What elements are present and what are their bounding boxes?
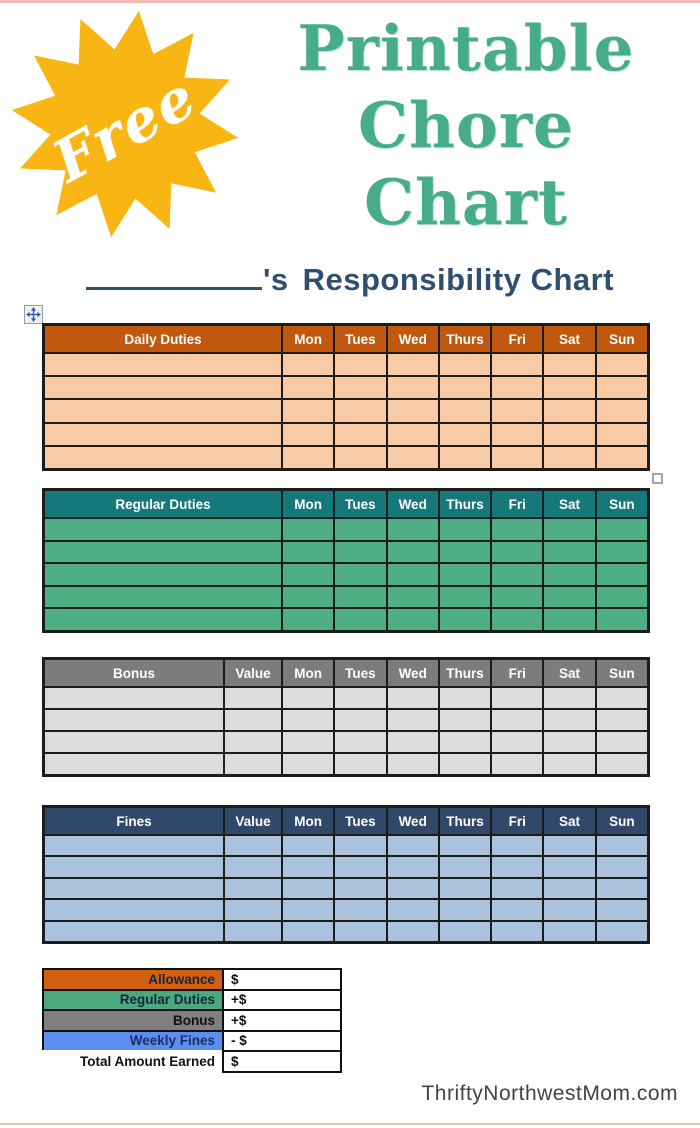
table-cell xyxy=(544,542,594,563)
table-cell xyxy=(597,564,647,585)
table-cell xyxy=(45,732,223,752)
table-cell xyxy=(597,754,647,774)
table-cell xyxy=(45,688,223,708)
table-cell xyxy=(544,836,594,855)
table-cell xyxy=(440,710,490,730)
table-cell xyxy=(225,922,281,941)
table-move-handle[interactable] xyxy=(24,305,43,324)
day-column-header: Thurs xyxy=(440,660,490,686)
day-column-header: Tues xyxy=(335,808,385,834)
day-column-header: Sun xyxy=(597,660,647,686)
table-resize-handle[interactable] xyxy=(652,473,663,484)
table-cell xyxy=(597,587,647,608)
table-cell xyxy=(597,609,647,630)
table-cell xyxy=(45,754,223,774)
table-cell xyxy=(335,609,385,630)
table-cell xyxy=(283,424,333,445)
watermark: ThriftyNorthwestMom.com xyxy=(421,1082,678,1105)
table-cell xyxy=(492,710,542,730)
table-cell xyxy=(544,564,594,585)
table-cell xyxy=(225,732,281,752)
table-cell xyxy=(388,732,438,752)
table-cell xyxy=(492,542,542,563)
summary-label: Regular Duties xyxy=(42,989,224,1012)
table-cell xyxy=(440,857,490,876)
heading-suffix: 's xyxy=(262,262,289,297)
table-cell xyxy=(45,879,223,898)
day-column-header: Wed xyxy=(388,326,438,352)
fines-table xyxy=(42,805,650,944)
table-cell xyxy=(440,754,490,774)
table-title-header: Fines xyxy=(45,808,223,834)
table-cell xyxy=(45,710,223,730)
day-column-header: Fri xyxy=(492,326,542,352)
page-title xyxy=(248,10,684,241)
table-cell xyxy=(335,377,385,398)
table-cell xyxy=(492,922,542,941)
table-cell xyxy=(597,732,647,752)
table-title-header: Bonus xyxy=(45,660,223,686)
day-column-header: Sat xyxy=(544,491,594,517)
table-cell xyxy=(440,447,490,468)
table-cell xyxy=(45,400,281,421)
table-cell xyxy=(335,732,385,752)
move-icon xyxy=(26,307,41,322)
table-cell xyxy=(492,857,542,876)
title-line-2: Chore xyxy=(357,88,575,162)
table-cell xyxy=(335,710,385,730)
summary-value: - $ xyxy=(222,1030,342,1053)
day-column-header: Sat xyxy=(544,808,594,834)
table-cell xyxy=(283,447,333,468)
day-column-header: Fri xyxy=(492,491,542,517)
title-line-3: Chart xyxy=(363,165,569,239)
table-cell xyxy=(283,519,333,540)
table-cell xyxy=(388,587,438,608)
table-cell xyxy=(492,879,542,898)
table-cell xyxy=(544,519,594,540)
table-cell xyxy=(335,836,385,855)
title-line-1: Printable xyxy=(297,11,635,85)
table-cell xyxy=(45,519,281,540)
summary-value: $ xyxy=(222,968,342,991)
table-cell xyxy=(283,400,333,421)
bonus-table xyxy=(42,657,650,777)
table-cell xyxy=(492,564,542,585)
allowance-summary-table xyxy=(42,968,344,1073)
table-cell xyxy=(45,354,281,375)
table-cell xyxy=(440,587,490,608)
table-cell xyxy=(492,587,542,608)
table-cell xyxy=(544,609,594,630)
day-column-header: Wed xyxy=(388,491,438,517)
bottom-border-line xyxy=(0,1123,700,1125)
table-cell xyxy=(440,900,490,919)
table-title-header: Regular Duties xyxy=(45,491,281,517)
table-cell xyxy=(492,836,542,855)
table-cell xyxy=(492,688,542,708)
table-cell xyxy=(283,900,333,919)
table-cell xyxy=(283,354,333,375)
table-cell xyxy=(388,857,438,876)
day-column-header: Sun xyxy=(597,326,647,352)
table-cell xyxy=(544,587,594,608)
table-cell xyxy=(45,836,223,855)
table-cell xyxy=(440,424,490,445)
table-cell xyxy=(440,688,490,708)
table-cell xyxy=(45,587,281,608)
table-cell xyxy=(492,424,542,445)
table-cell xyxy=(440,542,490,563)
responsibility-heading xyxy=(0,262,700,298)
table-cell xyxy=(492,400,542,421)
table-cell xyxy=(335,857,385,876)
day-column-header: Thurs xyxy=(440,491,490,517)
table-cell xyxy=(335,587,385,608)
table-cell xyxy=(440,836,490,855)
table-cell xyxy=(440,732,490,752)
table-cell xyxy=(597,922,647,941)
table-cell xyxy=(335,354,385,375)
table-cell xyxy=(597,879,647,898)
table-cell xyxy=(440,377,490,398)
table-cell xyxy=(544,688,594,708)
day-column-header: Mon xyxy=(283,491,333,517)
day-column-header: Sat xyxy=(544,660,594,686)
day-column-header: Sun xyxy=(597,808,647,834)
table-cell xyxy=(45,922,223,941)
day-column-header: Mon xyxy=(283,808,333,834)
table-cell xyxy=(283,542,333,563)
table-cell xyxy=(45,900,223,919)
table-cell xyxy=(388,424,438,445)
table-cell xyxy=(544,400,594,421)
table-cell xyxy=(388,542,438,563)
table-cell xyxy=(45,542,281,563)
table-cell xyxy=(335,424,385,445)
free-badge-label: Free xyxy=(41,62,209,196)
table-cell xyxy=(544,922,594,941)
day-column-header: Mon xyxy=(283,326,333,352)
value-column-header: Value xyxy=(225,808,281,834)
name-blank-line xyxy=(86,284,262,290)
table-cell xyxy=(335,900,385,919)
table-cell xyxy=(335,447,385,468)
top-border-line xyxy=(0,0,700,3)
table-cell xyxy=(388,400,438,421)
table-cell xyxy=(335,754,385,774)
table-cell xyxy=(335,519,385,540)
table-cell xyxy=(544,447,594,468)
free-badge xyxy=(8,6,242,242)
table-cell xyxy=(225,879,281,898)
table-cell xyxy=(388,879,438,898)
table-cell xyxy=(283,710,333,730)
summary-label: Total Amount Earned xyxy=(42,1050,224,1073)
table-cell xyxy=(388,564,438,585)
day-column-header: Thurs xyxy=(440,326,490,352)
table-cell xyxy=(45,857,223,876)
table-cell xyxy=(283,922,333,941)
table-cell xyxy=(544,377,594,398)
table-cell xyxy=(544,354,594,375)
table-cell xyxy=(283,688,333,708)
table-cell xyxy=(225,857,281,876)
table-cell xyxy=(388,836,438,855)
table-cell xyxy=(283,564,333,585)
table-cell xyxy=(45,564,281,585)
table-cell xyxy=(45,609,281,630)
value-column-header: Value xyxy=(225,660,281,686)
table-cell xyxy=(388,710,438,730)
table-cell xyxy=(492,732,542,752)
table-cell xyxy=(283,754,333,774)
table-cell xyxy=(597,354,647,375)
table-cell xyxy=(597,710,647,730)
day-column-header: Wed xyxy=(388,808,438,834)
table-cell xyxy=(597,836,647,855)
day-column-header: Thurs xyxy=(440,808,490,834)
table-cell xyxy=(544,754,594,774)
table-cell xyxy=(492,900,542,919)
summary-value: +$ xyxy=(222,1009,342,1032)
daily-duties-table xyxy=(42,323,650,471)
table-cell xyxy=(283,836,333,855)
summary-row xyxy=(42,1050,344,1073)
table-cell xyxy=(45,377,281,398)
table-cell xyxy=(283,609,333,630)
table-cell xyxy=(440,609,490,630)
summary-value: $ xyxy=(222,1050,342,1073)
table-cell xyxy=(388,354,438,375)
table-cell xyxy=(597,542,647,563)
table-cell xyxy=(492,609,542,630)
summary-row xyxy=(42,989,344,1012)
table-cell xyxy=(335,688,385,708)
table-cell xyxy=(492,519,542,540)
table-cell xyxy=(388,754,438,774)
table-cell xyxy=(335,922,385,941)
table-cell xyxy=(492,377,542,398)
table-cell xyxy=(544,424,594,445)
table-cell xyxy=(388,519,438,540)
table-cell xyxy=(597,447,647,468)
table-cell xyxy=(388,900,438,919)
table-cell xyxy=(597,900,647,919)
table-cell xyxy=(440,400,490,421)
table-cell xyxy=(544,732,594,752)
table-cell xyxy=(283,857,333,876)
day-column-header: Mon xyxy=(283,660,333,686)
heading-text: Responsibility Chart xyxy=(302,262,615,297)
summary-row xyxy=(42,968,344,991)
table-cell xyxy=(597,377,647,398)
day-column-header: Fri xyxy=(492,660,542,686)
day-column-header: Sun xyxy=(597,491,647,517)
table-title-header: Daily Duties xyxy=(45,326,281,352)
summary-row xyxy=(42,1009,344,1032)
table-cell xyxy=(492,754,542,774)
summary-label: Allowance xyxy=(42,968,224,991)
regular-duties-table xyxy=(42,488,650,633)
table-cell xyxy=(335,879,385,898)
day-column-header: Wed xyxy=(388,660,438,686)
table-cell xyxy=(597,857,647,876)
table-cell xyxy=(544,710,594,730)
table-cell xyxy=(440,922,490,941)
table-cell xyxy=(597,519,647,540)
table-cell xyxy=(225,900,281,919)
table-cell xyxy=(335,400,385,421)
table-cell xyxy=(544,879,594,898)
table-cell xyxy=(388,609,438,630)
table-cell xyxy=(597,424,647,445)
table-cell xyxy=(283,732,333,752)
table-cell xyxy=(440,354,490,375)
table-cell xyxy=(388,688,438,708)
table-cell xyxy=(225,836,281,855)
table-cell xyxy=(335,542,385,563)
table-cell xyxy=(388,377,438,398)
table-cell xyxy=(388,447,438,468)
table-cell xyxy=(283,879,333,898)
table-cell xyxy=(440,564,490,585)
table-cell xyxy=(45,424,281,445)
table-cell xyxy=(597,688,647,708)
table-cell xyxy=(492,447,542,468)
table-cell xyxy=(335,564,385,585)
table-cell xyxy=(388,922,438,941)
table-cell xyxy=(225,688,281,708)
day-column-header: Sat xyxy=(544,326,594,352)
table-cell xyxy=(492,354,542,375)
table-cell xyxy=(440,879,490,898)
table-cell xyxy=(544,900,594,919)
table-cell xyxy=(597,400,647,421)
table-cell xyxy=(544,857,594,876)
day-column-header: Tues xyxy=(335,660,385,686)
table-cell xyxy=(225,754,281,774)
day-column-header: Tues xyxy=(335,326,385,352)
summary-row xyxy=(42,1030,344,1053)
day-column-header: Fri xyxy=(492,808,542,834)
table-cell xyxy=(45,447,281,468)
table-cell xyxy=(440,519,490,540)
table-cell xyxy=(225,710,281,730)
summary-label: Bonus xyxy=(42,1009,224,1032)
table-cell xyxy=(283,587,333,608)
summary-value: +$ xyxy=(222,989,342,1012)
summary-label: Weekly Fines xyxy=(42,1030,224,1053)
day-column-header: Tues xyxy=(335,491,385,517)
table-cell xyxy=(283,377,333,398)
